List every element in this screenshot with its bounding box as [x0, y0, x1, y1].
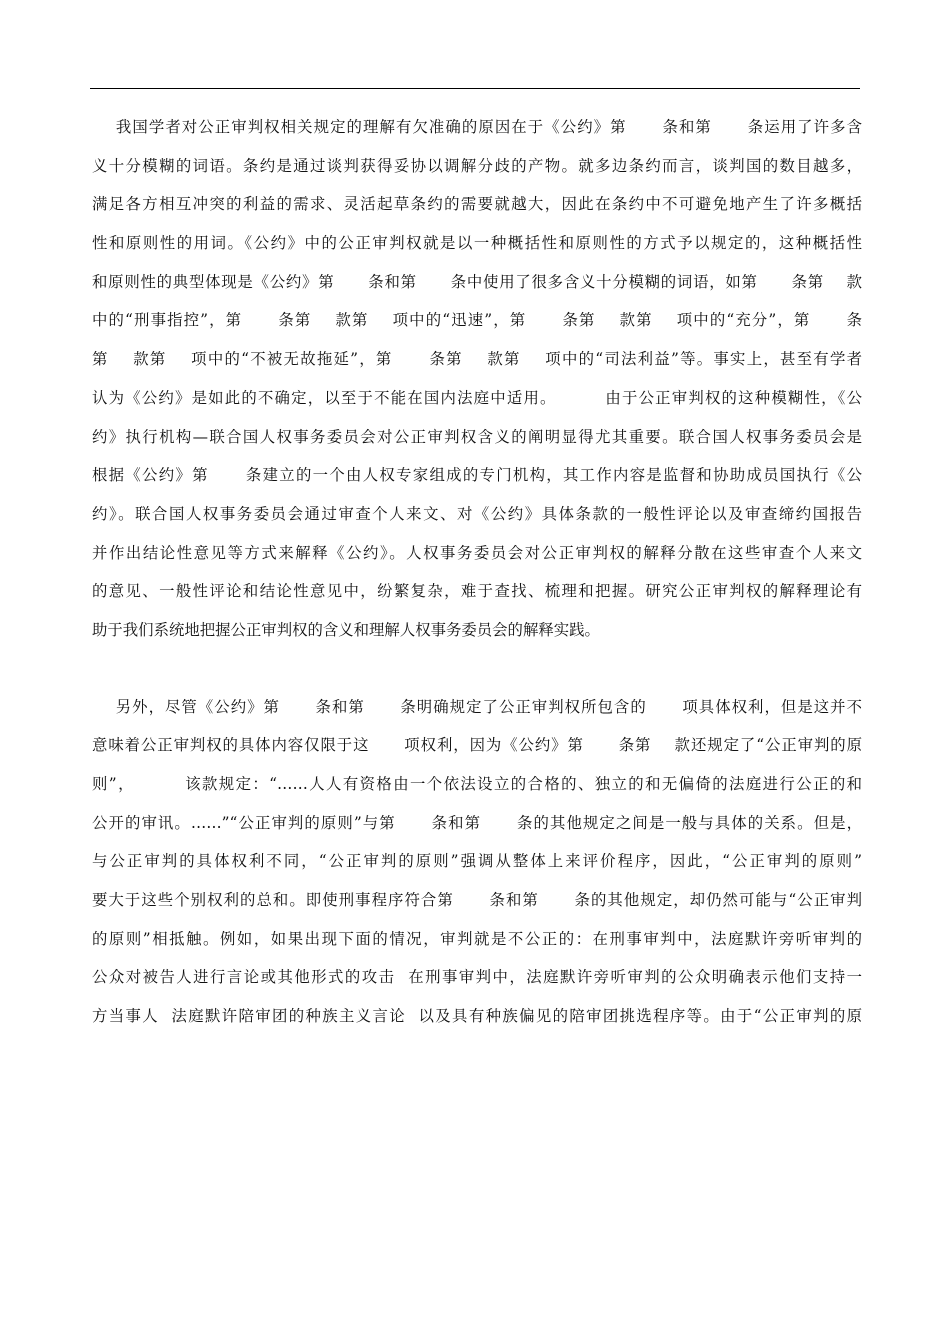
text-line: 约》执行机构—联合国人权事务委员会对公正审判权含义的阐明显得尤其重要。联合国人权事务委员会是	[92, 427, 862, 446]
text-line: 公众对被告人进行言论或其他形式的攻击 在刑事审判中，法庭默许旁听审判的公众明确表示他们支持一	[92, 968, 862, 987]
text-line: 和原则性的典型体现是《公约》第 条和第 条中使用了很多含义十分模糊的词语，如第 条第 款	[92, 272, 862, 291]
text-line: 与公正审判的具体权利不同，“公正审判的原则”强调从整体上来评价程序，因此，“公正审判的原则”	[92, 852, 862, 871]
text-line: 的原则”相抵触。例如，如果出现下面的情况，审判就是不公正的：在刑事审判中，法庭默许旁听审判的	[92, 929, 862, 948]
text-line: 方当事人 法庭默许陪审团的种族主义言论 以及具有种族偏见的陪审团挑选程序等。由于“公正审判的原	[92, 1007, 862, 1026]
paragraph-1	[92, 108, 862, 650]
text-line: 则”， 该款规定：“……人人有资格由一个依法设立的合格的、独立的和无偏倚的法庭进行公正的和	[92, 775, 862, 793]
text-line: 第 款第 项中的“不被无故拖延”，第 条第 款第 项中的“司法利益”等。事实上，甚至有学者	[92, 350, 862, 369]
header-rule	[90, 88, 860, 89]
text-line: 我国学者对公正审判权相关规定的理解有欠准确的原因在于《公约》第 条和第 条运用了许多含	[92, 118, 862, 136]
text-line: 性和原则性的用词。《公约》中的公正审判权就是以一种概括性和原则性的方式予以规定的，这种概括性	[92, 234, 862, 253]
text-line: 认为《公约》是如此的不确定，以至于不能在国内法庭中适用。 由于公正审判权的这种模糊性，《公	[92, 388, 862, 407]
text-line: 意味着公正审判权的具体内容仅限于这 项权利，因为《公约》第 条第 款还规定了“公正审判的原	[92, 736, 862, 755]
paragraph-spacer	[92, 650, 862, 688]
text-line: 约》。联合国人权事务委员会通过审查个人来文、对《公约》具体条款的一般性评论以及审查缔约国报告	[92, 504, 862, 523]
text-line: 另外，尽管《公约》第 条和第 条明确规定了公正审判权所包含的 项具体权利，但是这并不	[92, 697, 862, 716]
text-line: 的意见、一般性评论和结论性意见中，纷繁复杂，难于查找、梳理和把握。研究公正审判权的解释理论有	[92, 582, 862, 601]
text-line: 根据《公约》第 条建立的一个由人权专家组成的专门机构，其工作内容是监督和协助成员国执行《公	[92, 466, 862, 485]
text-line: 并作出结论性意见等方式来解释《公约》。人权事务委员会对公正审判权的解释分散在这些审查个人来文	[92, 543, 862, 562]
text-line: 义十分模糊的词语。条约是通过谈判获得妥协以调解分歧的产物。就多边条约而言，谈判国的数目越多，	[92, 156, 862, 175]
text-line: 要大于这些个别权利的总和。即使刑事程序符合第 条和第 条的其他规定，却仍然可能与“公正审判	[92, 891, 862, 910]
text-line: 中的“刑事指控”，第 条第 款第 项中的“迅速”，第 条第 款第 项中的“充分”，第 条	[92, 311, 862, 330]
document-body	[92, 108, 862, 1036]
text-line: 满足各方相互冲突的利益的需求、灵活起草条约的需要就越大，因此在条约中不可避免地产生了许多概括	[92, 195, 862, 214]
paragraph-2	[92, 688, 862, 1036]
text-line: 助于我们系统地把握公正审判权的含义和理解人权事务委员会的解释实践。	[92, 620, 600, 639]
text-line: 公开的审讯。……”“公正审判的原则”与第 条和第 条的其他规定之间是一般与具体的关系。但是，	[92, 813, 862, 832]
